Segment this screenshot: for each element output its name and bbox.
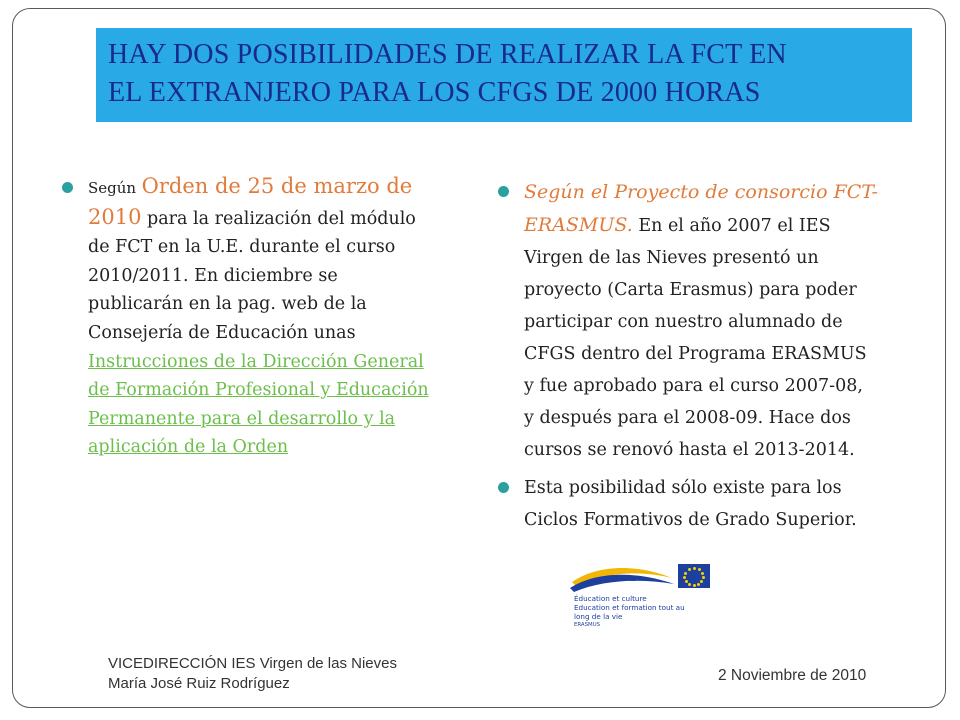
right-line-9: cursos se renovó hasta el 2013-2014. bbox=[524, 440, 855, 460]
right-b2-line-1: Esta posibilidad sólo existe para los bbox=[524, 478, 842, 498]
footer-department: VICEDIRECCIÓN IES Virgen de las Nieves bbox=[108, 655, 397, 672]
left-bullet bbox=[62, 172, 462, 462]
footer-date: 2 Noviembre de 2010 bbox=[718, 667, 867, 684]
right-line-7: y fue aprobado para el curso 2007-08, bbox=[524, 376, 863, 396]
instructions-link-4[interactable]: aplicación de la Orden bbox=[88, 437, 289, 458]
logo-line-2: Education et formation tout au bbox=[574, 603, 685, 612]
right-b2-line-2: Ciclos Formativos de Grado Superior. bbox=[524, 510, 857, 530]
footer-name: María José Ruiz Rodríguez bbox=[108, 675, 290, 692]
bullet-dot-icon bbox=[498, 482, 509, 493]
bullet-dot-icon bbox=[498, 186, 509, 197]
right-line-5: participar con nuestro alumnado de bbox=[524, 312, 843, 332]
title-line-1: HAY DOS POSIBILIDADES DE REALIZAR LA FCT EN bbox=[108, 39, 787, 70]
instructions-link-1[interactable]: Instrucciones de la Dirección General bbox=[88, 351, 424, 372]
title-banner bbox=[96, 28, 912, 122]
right-line-2: En el año 2007 el IES bbox=[638, 216, 831, 236]
erasmus-swoosh-icon bbox=[568, 560, 676, 594]
right-bullet-1 bbox=[498, 176, 908, 466]
left-line-6: Consejería de Educación unas bbox=[88, 322, 356, 343]
footer-author bbox=[108, 654, 397, 694]
right-line-6: CFGS dentro del Programa ERASMUS bbox=[524, 344, 867, 364]
right-line-8: y después para el 2008-09. Hace dos bbox=[524, 408, 851, 428]
order-reference-1: Orden de 25 de marzo de bbox=[141, 174, 413, 198]
title-line-2: EL EXTRANJERO PARA LOS CFGS DE 2000 HORAS bbox=[108, 77, 761, 108]
project-title-1: Según el Proyecto de consorcio FCT- bbox=[524, 181, 878, 203]
bullet-dot-icon bbox=[62, 182, 73, 193]
right-line-4: proyecto (Carta Erasmus) para poder bbox=[524, 280, 857, 300]
instructions-link-2[interactable]: de Formación Profesional y Educación bbox=[88, 380, 429, 401]
logo-line-4: ERASMUS bbox=[574, 622, 601, 628]
erasmus-logo bbox=[568, 556, 712, 648]
left-line-5: publicarán en la pag. web de la bbox=[88, 294, 367, 315]
right-column bbox=[498, 176, 908, 536]
logo-line-3: long de la vie bbox=[574, 612, 623, 621]
left-intro: Según bbox=[88, 179, 137, 197]
right-line-3: Virgen de las Nieves presentó un bbox=[524, 248, 819, 268]
logo-caption bbox=[574, 594, 710, 630]
eu-flag-icon bbox=[678, 564, 710, 588]
left-line-2: para la realización del módulo bbox=[147, 208, 416, 229]
left-line-3: de FCT en la U.E. durante el curso bbox=[88, 237, 396, 258]
instructions-link-3[interactable]: Permanente para el desarrollo y la bbox=[88, 408, 396, 429]
right-bullet-2 bbox=[498, 472, 908, 536]
left-line-4: 2010/2011. En diciembre se bbox=[88, 265, 338, 286]
project-title-2: ERASMUS. bbox=[524, 214, 633, 236]
left-column bbox=[62, 172, 462, 462]
order-reference-2: 2010 bbox=[88, 204, 142, 229]
logo-line-1: Éducation et culture bbox=[574, 594, 647, 603]
